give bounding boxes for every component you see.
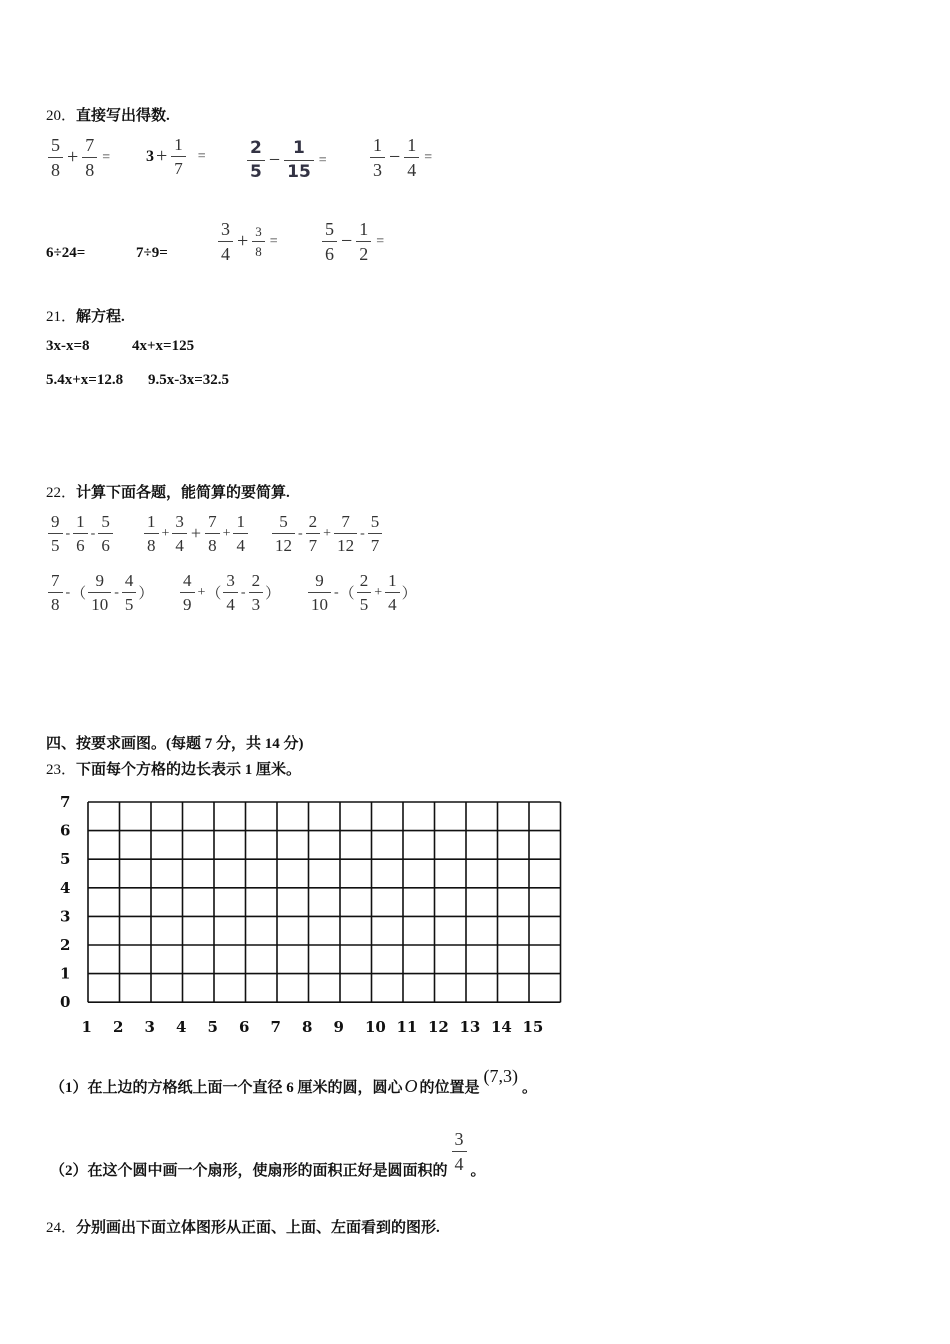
q24-heading — [46, 1216, 440, 1237]
section4-title: 四、按要求画图。(每题 7 分，共 14 分) — [46, 736, 304, 752]
x-tick-label: 4 — [176, 1018, 187, 1035]
fraction: $\frac{1}{4}$ — [404, 136, 419, 179]
right-paren: ） — [265, 586, 281, 602]
left-paren: （ — [206, 586, 222, 602]
operator: - — [90, 525, 96, 541]
operator: + — [161, 525, 170, 541]
x-tick-label: 2 — [113, 1018, 124, 1035]
y-tick-label: 2 — [60, 936, 71, 954]
operator: + — [190, 523, 202, 543]
q21-eq2: 4x+x=125 — [132, 338, 195, 354]
x-tick-label: 11 — [396, 1018, 418, 1035]
x-tick-label: 7 — [270, 1018, 281, 1035]
q20-r1-e3 — [245, 140, 327, 181]
operator: + — [197, 584, 206, 600]
equals-sign: = — [318, 152, 327, 168]
q22-heading — [46, 481, 290, 502]
grid-svg — [50, 790, 580, 1035]
x-tick-label: 6 — [239, 1018, 250, 1035]
q20-number: 20． — [46, 108, 77, 124]
x-tick-label: 10 — [365, 1018, 386, 1035]
q22-number: 22． — [46, 485, 77, 501]
left-paren: （ — [339, 586, 355, 602]
grid-paper — [50, 790, 580, 1035]
fraction: $\frac{7}{8}$ — [82, 136, 97, 179]
fraction: $\frac{5}{6}$ — [322, 220, 337, 263]
q20-r1-e1 — [46, 136, 110, 179]
fraction: $\frac{2}{5}$ — [247, 140, 265, 181]
q20-r1-e2 — [146, 136, 206, 177]
y-tick-label: 0 — [60, 993, 71, 1012]
fraction: $\frac{4}{9}$ — [180, 572, 195, 613]
operator: - — [65, 525, 71, 541]
q23-part1 — [50, 1066, 538, 1097]
fraction: $\frac{7}{12}$ — [334, 513, 357, 554]
q22-r2-e1 — [46, 572, 153, 613]
fraction: $\frac{1}{4}$ — [233, 513, 248, 554]
fraction: $\frac{9}{5}$ — [48, 513, 63, 554]
y-tick-label: 3 — [60, 907, 71, 926]
fraction: $\frac{1}{2}$ — [356, 220, 371, 263]
x-tick-label: 12 — [428, 1018, 449, 1035]
y-tick-label: 4 — [60, 878, 71, 897]
right-paren: ） — [138, 586, 154, 602]
fraction: $\frac{1}{15}$ — [284, 140, 314, 181]
fraction: $\frac{1}{3}$ — [370, 136, 385, 179]
q22-r2-e2 — [178, 572, 280, 613]
x-tick-label: 5 — [207, 1018, 218, 1035]
q20-r2-e1: 6÷24= — [46, 245, 86, 261]
fraction: $\frac{3}{4}$ — [172, 513, 187, 554]
q21-eq4: 9.5x-3x=32.5 — [148, 372, 230, 388]
q23-heading — [46, 758, 301, 779]
operator: + — [67, 146, 79, 168]
q20-heading — [46, 104, 170, 125]
x-tick-label: 9 — [333, 1018, 344, 1035]
q21-heading — [46, 305, 125, 326]
q23-part2 — [50, 1129, 486, 1179]
x-tick-label: 3 — [144, 1018, 155, 1035]
q20-r2-e2: 7÷9= — [136, 245, 168, 261]
left-paren: （ — [71, 586, 87, 602]
right-paren: ） — [401, 586, 417, 602]
fraction: $\frac{5}{7}$ — [368, 513, 383, 554]
fraction: $\frac{9}{10}$ — [88, 572, 111, 613]
q22-title: 计算下面各题，能简算的要简算. — [76, 485, 290, 501]
y-tick-label: 7 — [60, 793, 71, 811]
q21-eq3: 5.4x+x=12.8 — [46, 372, 124, 388]
fraction: $\frac{9}{10}$ — [308, 572, 331, 613]
fraction: $\frac{7}{8}$ — [48, 572, 63, 613]
x-tick-label: 1 — [81, 1018, 92, 1035]
q22-r1-e3 — [270, 513, 384, 554]
fraction: $\frac{2}{5}$ — [357, 572, 372, 613]
fraction: $\frac{1}{7}$ — [171, 136, 186, 177]
fraction: $\frac{3}{4}$ — [218, 220, 233, 263]
x-tick-label: 8 — [302, 1018, 313, 1035]
q23-part2-text: （2）在这个圆中画一个扇形，使扇形的面积正好是圆面积的 — [50, 1163, 448, 1179]
q23-part1-end: 。 — [522, 1080, 538, 1096]
q23-part1-text: （1）在上边的方格纸上面一个直径 6 厘米的圆，圆心 — [50, 1080, 403, 1096]
fraction: $\frac{3}{8}$ — [252, 225, 265, 258]
center-symbol: O — [404, 1076, 418, 1096]
operator: − — [341, 230, 353, 252]
y-tick-label: 6 — [60, 821, 71, 840]
fraction: $\frac{1}{4}$ — [385, 572, 400, 613]
fraction: $\frac{2}{3}$ — [249, 572, 264, 613]
q23-number: 23． — [46, 762, 77, 778]
operator: + — [156, 145, 168, 167]
operator: + — [237, 230, 249, 252]
fraction: $\frac{3}{4}$ — [452, 1130, 467, 1173]
fraction: $\frac{5}{12}$ — [272, 513, 295, 554]
operator: - — [334, 584, 339, 600]
q22-r2-e3 — [306, 572, 417, 613]
q20-r1-e4 — [368, 136, 432, 179]
q23-part1-mid: 的位置是 — [419, 1080, 480, 1096]
operator: - — [360, 525, 365, 541]
operator: + — [323, 525, 332, 541]
operator: - — [114, 584, 119, 600]
q20-r2-e3 — [216, 220, 278, 263]
x-tick-label: 14 — [491, 1018, 512, 1035]
equals-sign: = — [269, 233, 278, 249]
fraction: $\frac{4}{5}$ — [122, 572, 137, 613]
operator: − — [268, 149, 281, 171]
x-tick-label: 13 — [459, 1018, 481, 1035]
operator: + — [374, 584, 383, 600]
fraction: $\frac{7}{8}$ — [205, 513, 220, 554]
fraction: $\frac{5}{6}$ — [98, 513, 113, 554]
equals-sign: = — [424, 149, 433, 165]
operator: − — [389, 146, 401, 168]
center-coordinate: (7,3) — [483, 1066, 519, 1086]
equals-sign: = — [102, 149, 111, 165]
q21-number: 21． — [46, 309, 77, 325]
fraction: $\frac{2}{7}$ — [306, 513, 321, 554]
operator: - — [240, 584, 246, 600]
operator: + — [222, 525, 231, 541]
q21-eq1: 3x-x=8 — [46, 338, 90, 354]
q24-number: 24． — [46, 1220, 77, 1236]
operator: - — [65, 584, 71, 600]
fraction: $\frac{1}{6}$ — [73, 513, 88, 554]
fraction: $\frac{3}{4}$ — [223, 572, 238, 613]
q22-r1-e2 — [142, 513, 250, 554]
q23-part2-end: 。 — [470, 1163, 486, 1179]
whole-number: 3 — [146, 147, 154, 165]
q24-title: 分别画出下面立体图形从正面、上面、左面看到的图形. — [76, 1220, 440, 1236]
q23-title: 下面每个方格的边长表示 1 厘米。 — [76, 762, 302, 778]
fraction: $\frac{5}{8}$ — [48, 136, 63, 179]
x-tick-label: 15 — [522, 1018, 544, 1035]
equals-sign: = — [197, 148, 206, 164]
fraction: $\frac{1}{8}$ — [144, 513, 159, 554]
q21-title: 解方程. — [76, 309, 125, 325]
operator: - — [298, 525, 303, 541]
y-tick-label: 5 — [60, 850, 71, 869]
q20-r2-e4 — [320, 220, 384, 263]
y-tick-label: 1 — [60, 964, 71, 983]
equals-sign: = — [376, 233, 385, 249]
q22-r1-e1 — [46, 513, 115, 554]
q20-title: 直接写出得数. — [76, 108, 170, 124]
